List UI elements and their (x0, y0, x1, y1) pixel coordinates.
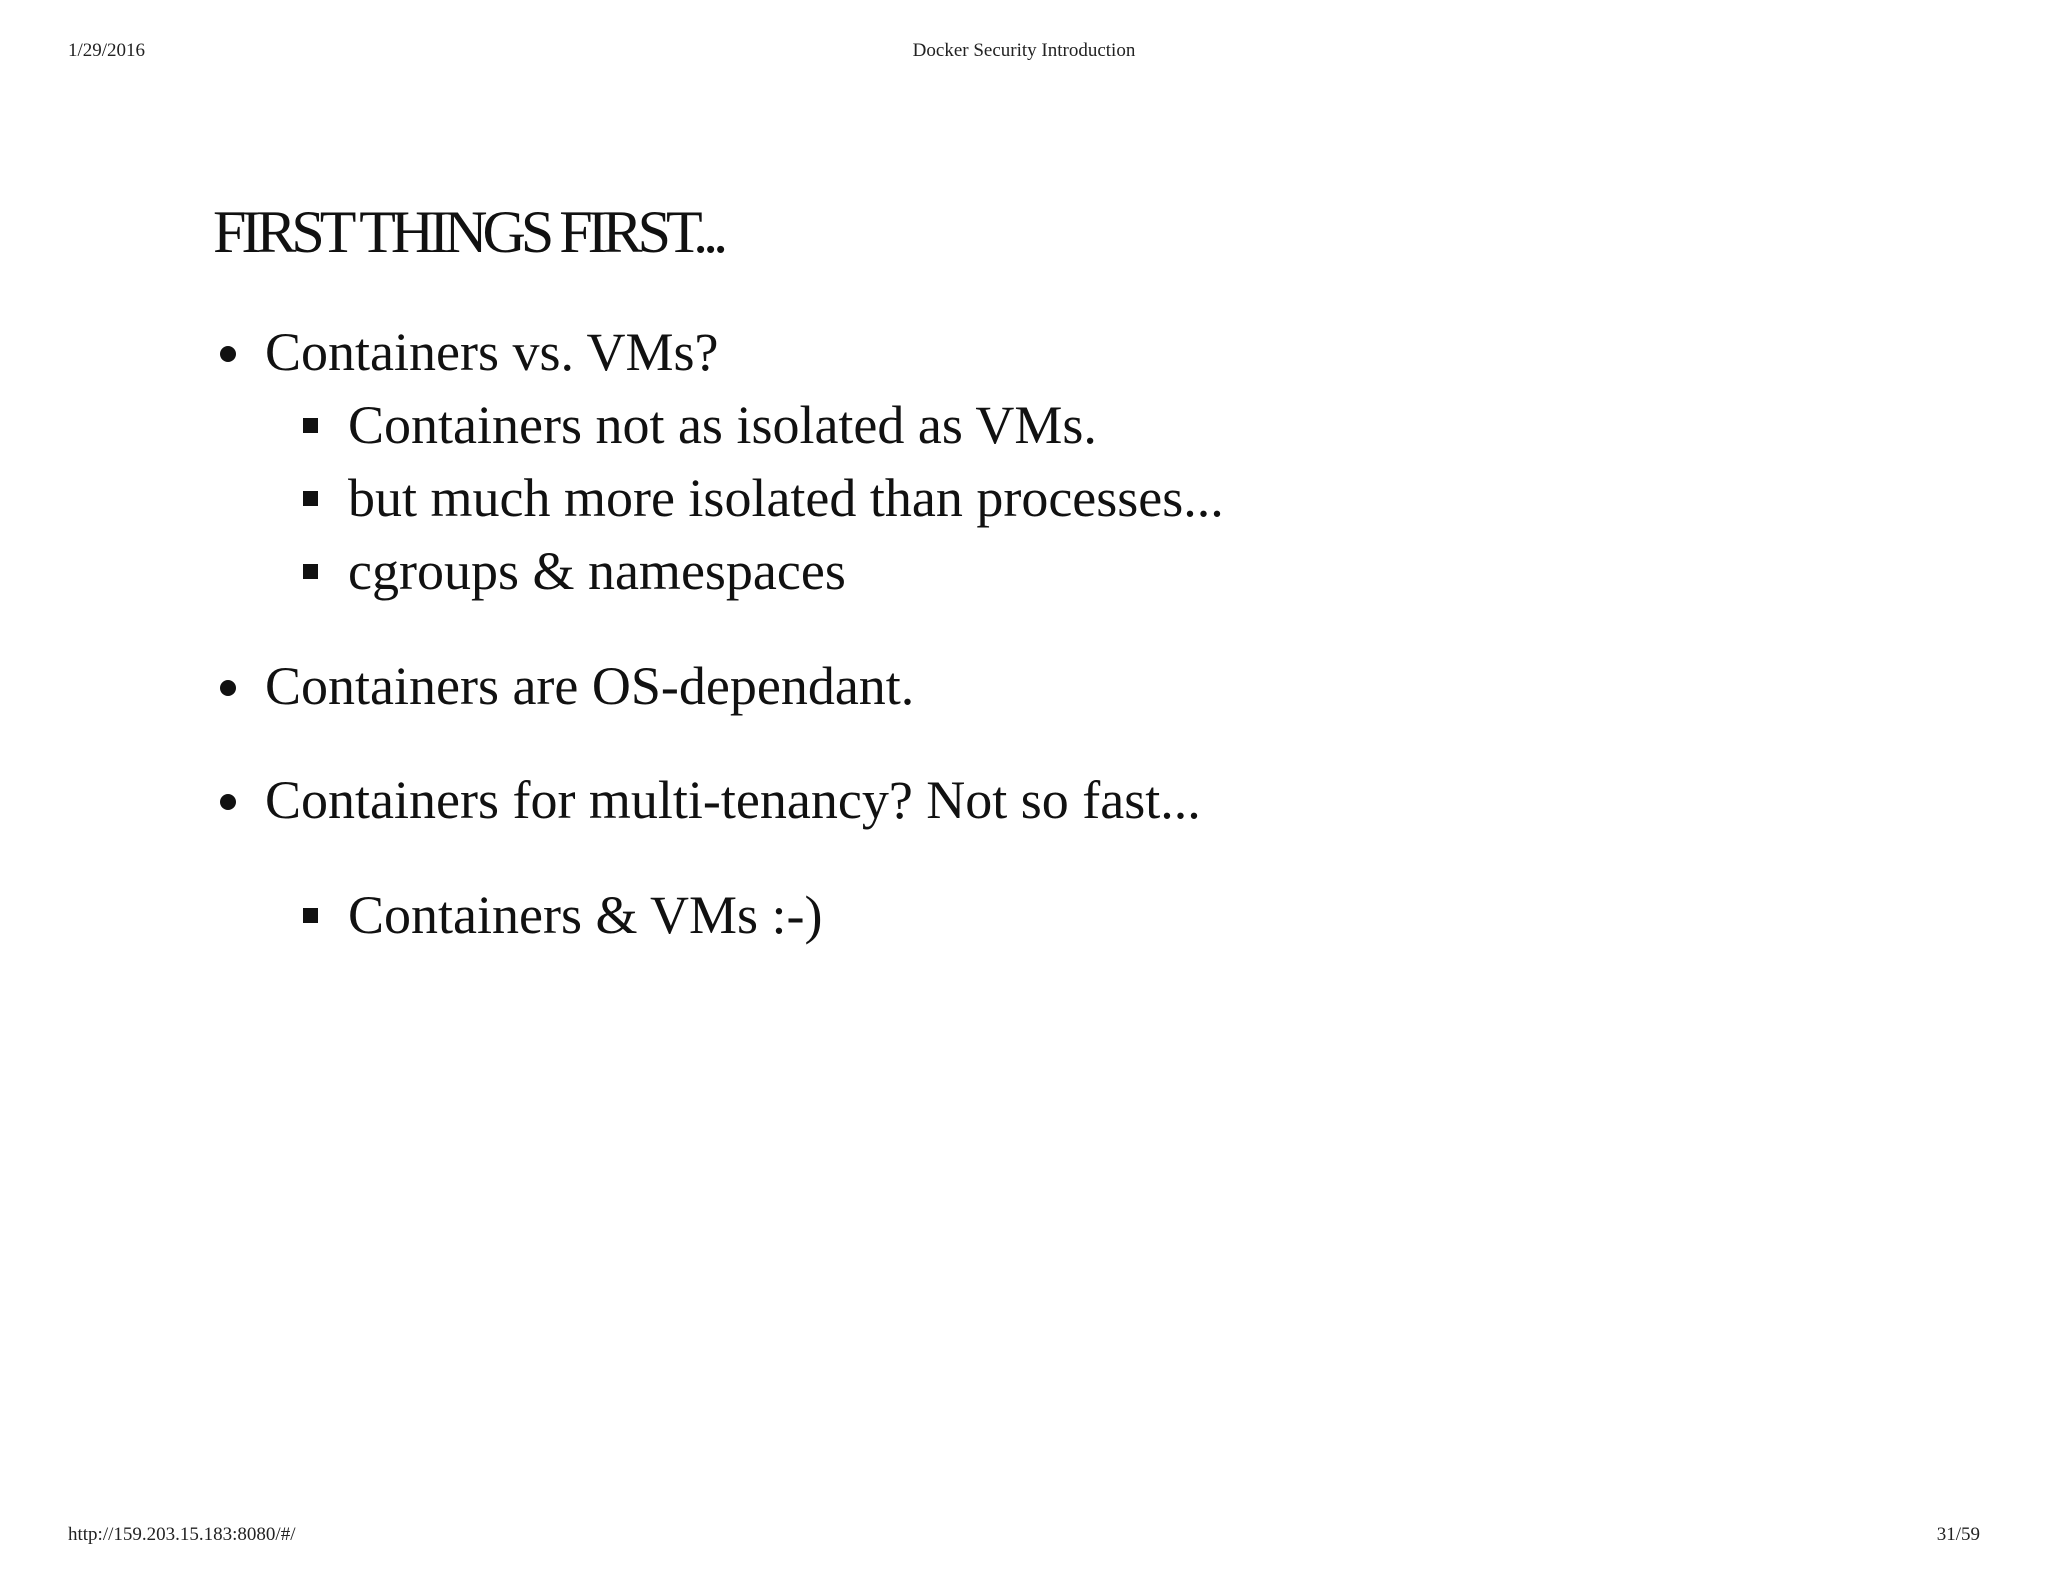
page-url: http://159.203.15.183:8080/#/ (68, 1524, 296, 1545)
sub-bullet-square-icon (303, 564, 318, 579)
sub-bullet-item: but much more isolated than processes... (348, 468, 1224, 528)
bullet-disc-icon (220, 680, 236, 696)
sub-bullet-square-icon (303, 908, 318, 923)
document-title: Docker Security Introduction (912, 40, 1136, 61)
print-date: 1/29/2016 (68, 40, 146, 61)
bullet-item: Containers are OS-dependant. (265, 656, 915, 716)
bullet-item: Containers vs. VMs? (265, 322, 719, 382)
sub-bullet-item: Containers & VMs :-) (348, 885, 823, 945)
bullet-item: Containers for multi-tenancy? Not so fast... (265, 770, 1201, 830)
sub-bullet-square-icon (303, 491, 318, 506)
bullet-disc-icon (220, 794, 236, 810)
page-number: 31/59 (1936, 1524, 1980, 1545)
sub-bullet-square-icon (303, 418, 318, 433)
bullet-disc-icon (220, 346, 236, 362)
sub-bullet-item: Containers not as isolated as VMs. (348, 395, 1097, 455)
slide-title: FIRST THINGS FIRST... (213, 199, 724, 265)
sub-bullet-item: cgroups & namespaces (348, 541, 846, 601)
